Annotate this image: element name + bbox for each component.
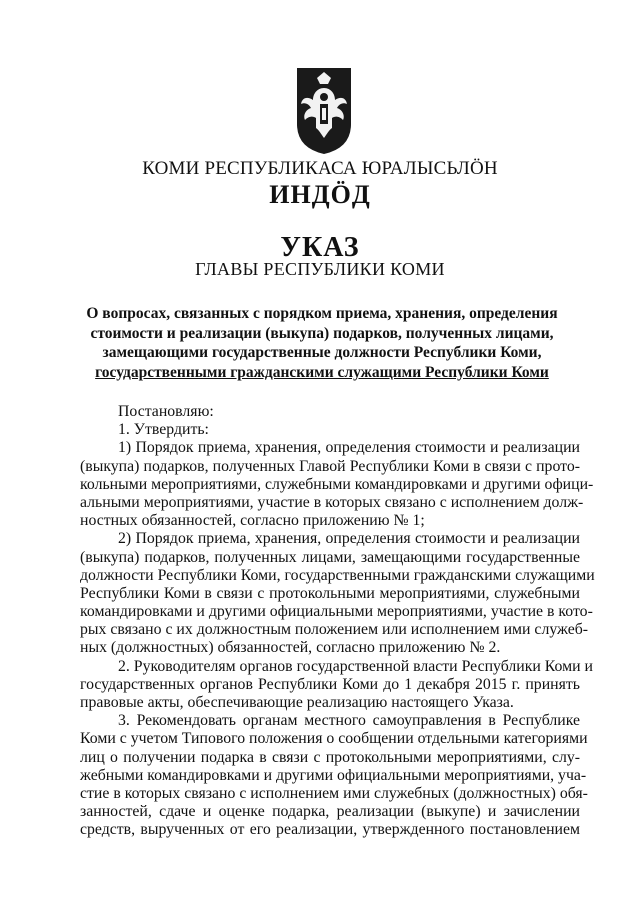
document-heading xyxy=(80,304,564,382)
body-line: лиц о получении подарка в связи с протокольными мероприятиями, слу- xyxy=(80,748,580,766)
body-line: командировками и другими официальными мероприятиями, участие в кото- xyxy=(80,603,593,621)
body-line: ных (должностных) обязанностей, согласно приложению № 2. xyxy=(80,639,501,657)
body-line: 1) Порядок приема, хранения, определения стоимости и реализации xyxy=(118,439,580,457)
heading-line: стоимости и реализации (выкупа) подарков, полученных лицами, xyxy=(90,324,554,342)
body-line: Республики Коми в связи с протокольными мероприятиями, служебными xyxy=(80,584,580,602)
body-line: государственных органов Республики Коми до 1 декабря 2015 г. принять xyxy=(80,675,580,693)
document-body xyxy=(80,403,595,840)
heading-line: замещающими государственные должности Республики Коми, xyxy=(102,344,542,361)
body-line: занностей, сдаче и оценке подарка, реализации (выкупе) и зачислении xyxy=(80,803,580,821)
body-line: Постановляю: xyxy=(118,403,214,420)
heading-line: О вопросах, связанных с порядком приема, хранения, определения xyxy=(86,305,558,322)
body-line: 1. Утвердить: xyxy=(118,421,209,439)
body-line: ностных обязанностей, согласно приложению № 1; xyxy=(80,512,425,530)
heading-line-underlined: государственными гражданскими служащими Республики Коми xyxy=(95,363,549,381)
body-line: стие в которых связано с исполнением ими служебных (должностных) обя- xyxy=(80,784,588,802)
body-line: правовые акты, обеспечивающие реализацию настоящего Указа. xyxy=(80,694,514,711)
body-line: (выкупа) подарков, полученных лицами, замещающими государственные xyxy=(80,548,580,566)
body-line: рых связано с их должностным положением или исполнением ими служеб- xyxy=(80,621,589,639)
body-line: альными мероприятиями, участие в которых связано с исполнением долж- xyxy=(80,493,584,511)
body-line: средств, вырученных от его реализации, утвержденного постановлением xyxy=(80,821,580,839)
body-line: 3. Рекомендовать органам местного самоуправления в Республике xyxy=(118,712,580,730)
body-line: кольными мероприятиями, служебными командировками и другими офици- xyxy=(80,475,594,493)
glava-subtitle: ГЛАВЫ РЕСПУБЛИКИ КОМИ xyxy=(195,259,445,279)
ukaz-title: УКАЗ xyxy=(280,232,360,263)
body-line: жебными командировками и другими официальными мероприятиями, уча- xyxy=(80,766,587,784)
body-line: должности Республики Коми, государственными гражданскими служащими xyxy=(80,566,595,584)
komi-subtitle: ИНДÖД xyxy=(269,180,371,209)
body-line: 2. Руководителям органов государственной власти Республики Коми и xyxy=(118,657,593,675)
coat-of-arms-emblem xyxy=(293,64,355,156)
body-line: (выкупа) подарков, полученных Главой Республики Коми в связи с прото- xyxy=(80,457,580,475)
body-line: 2) Порядок приема, хранения, определения стоимости и реализации xyxy=(118,530,580,548)
komi-title: КОМИ РЕСПУБЛИКАСА ЮРАЛЫСЬЛÖН xyxy=(142,158,498,179)
body-line: Коми с учетом Типового положения о сообщении отдельными категориями xyxy=(80,730,588,748)
